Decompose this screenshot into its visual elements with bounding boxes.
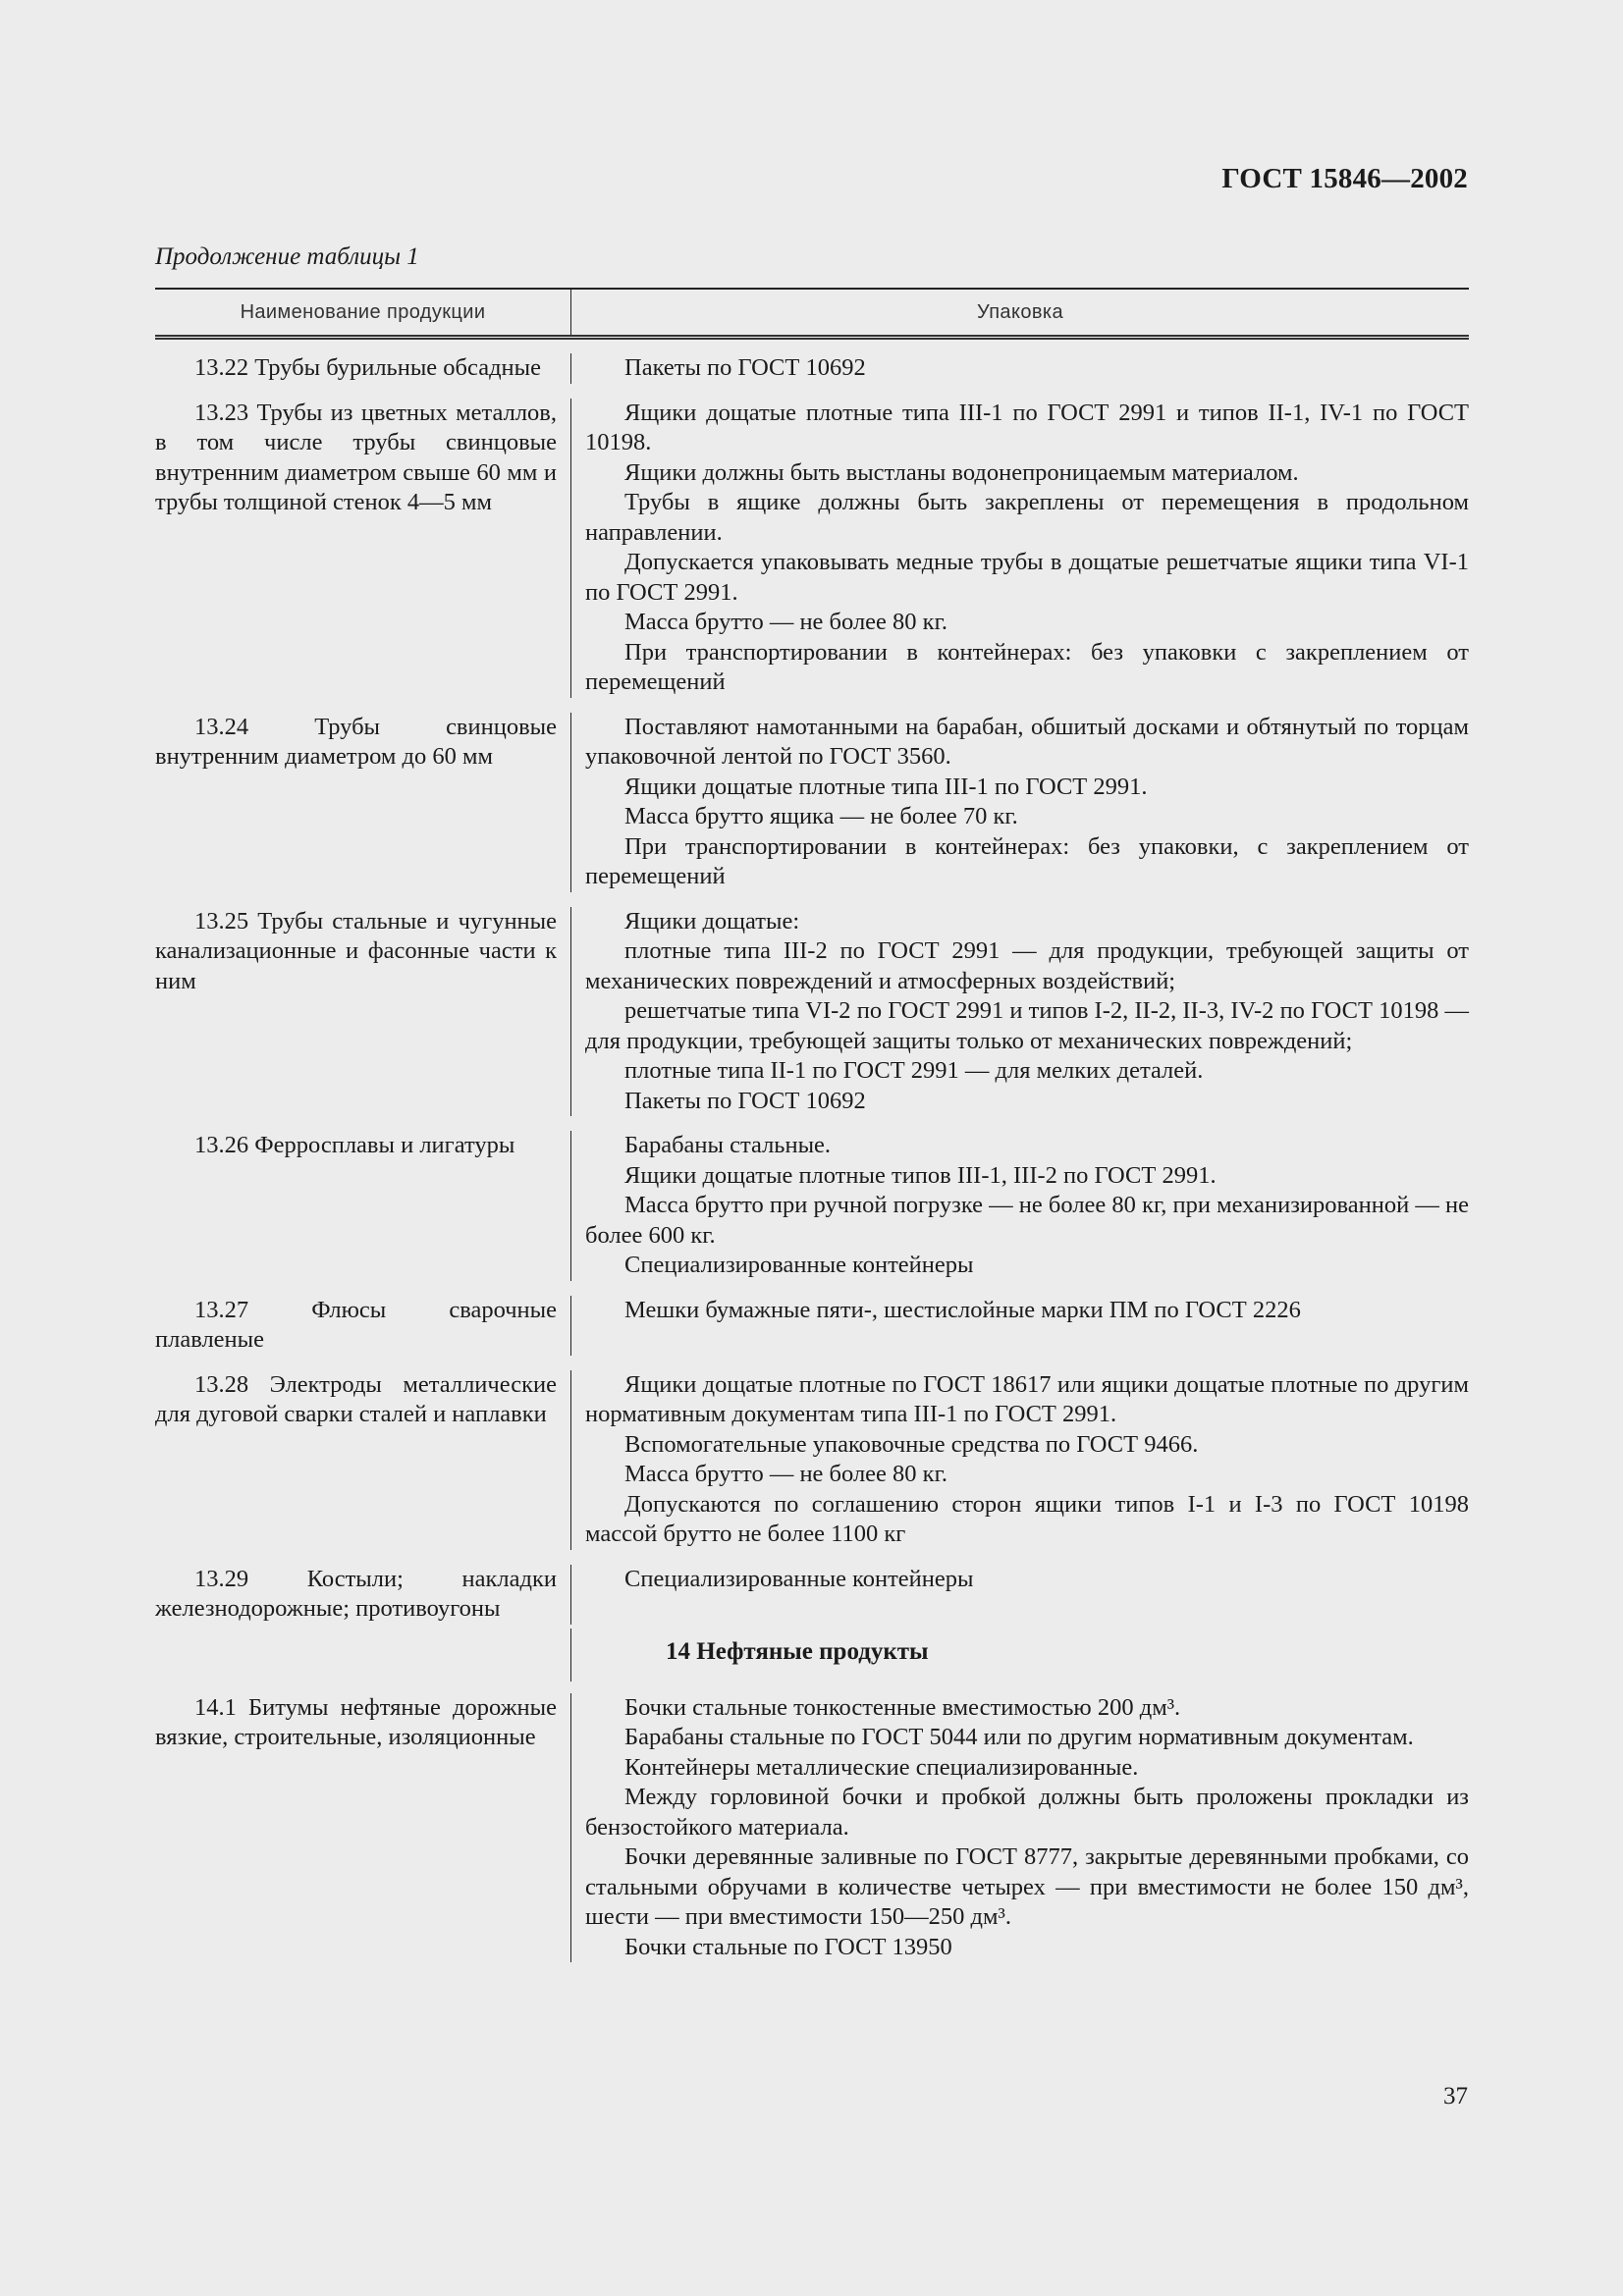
product-name: 13.22 Трубы бурильные обсадные [194,354,541,381]
packaging-line: Барабаны стальные. [624,1132,832,1158]
packaging-line: Специализированные контейнеры [624,1252,974,1278]
table-body-section-14 [155,1682,1469,1971]
packaging-cell [571,1370,1469,1550]
table-row [155,892,1469,1117]
packaging-line: При транспортировании в контейнерах: без упаковки, с закреплением от перемещений [585,832,1469,889]
packaging-line: Пакеты по ГОСТ 10692 [624,354,866,381]
product-name-cell [155,1131,571,1281]
product-name-cell [155,1296,571,1356]
packaging-line: При транспортировании в контейнерах: без упаковки с закреплением от перемещений [585,638,1469,695]
packaging-line: Масса брутто — не более 80 кг. [624,609,947,635]
product-name-cell [155,1565,571,1625]
document-code: ГОСТ 15846—2002 [1221,163,1468,194]
packaging-line: Мешки бумажные пяти-, шестислойные марки ПМ по ГОСТ 2226 [624,1296,1301,1323]
packaging-line: Ящики дощатые плотные типа III-1 по ГОСТ 2991. [624,773,1148,800]
packaging-line: Масса брутто при ручной погрузке — не более 80 кг, при механизированной — не более 600 кг. [585,1192,1469,1249]
section-row [155,1629,1469,1682]
packaging-line: Трубы в ящике должны быть закреплены от перемещения в продольном направлении. [585,489,1469,546]
packaging-line: Ящики дощатые: [624,907,800,934]
product-name-cell [155,1370,571,1550]
packaging-line: Специализированные контейнеры [624,1565,974,1592]
table-body-section-13 [155,340,1469,1629]
packaging-line: Поставляют намотанными на барабан, обшитый досками и обтянутый по торцам упаковочной лентой по ГОСТ 3560. [585,713,1469,770]
product-name: 13.26 Ферросплавы и лигатуры [194,1132,515,1158]
packaging-cell [571,1131,1469,1281]
table-row [155,1682,1469,1971]
product-name-cell [155,713,571,892]
packaging-line: Бочки стальные по ГОСТ 13950 [624,1933,952,1960]
packaging-line: Контейнеры металлические специализированные. [624,1753,1139,1781]
packaging-line: Пакеты по ГОСТ 10692 [624,1087,866,1114]
packaging-line: Масса брутто ящика — не более 70 кг. [624,803,1018,829]
packaging-line: Допускается упаковывать медные трубы в дощатые решетчатые ящики типа VI-1 по ГОСТ 2991. [585,549,1469,606]
packaging-line: Между горловиной бочки и пробкой должны быть проложены прокладки из бензостойкого материала. [585,1784,1469,1841]
table-row [155,1116,1469,1281]
packaging-line: Барабаны стальные по ГОСТ 5044 или по другим нормативным документам. [624,1724,1414,1750]
product-name-cell [155,353,571,384]
product-name: 13.29 Костыли; накладки железнодорожные; противоугоны [155,1565,557,1622]
product-name: 14.1 Битумы нефтяные дорожные вязкие, строительные, изоляционные [155,1693,557,1750]
packaging-line: Вспомогательные упаковочные средства по ГОСТ 9466. [624,1430,1199,1458]
packaging-cell [571,399,1469,698]
packaging-line: плотные типа III-2 по ГОСТ 2991 — для продукции, требующей защиты от механических повреждений и атмосферных воздействий; [585,937,1469,994]
packaging-line: Ящики дощатые плотные по ГОСТ 18617 или ящики дощатые плотные по другим нормативным документам типа III-1 по ГОСТ 2991. [585,1370,1469,1427]
product-name: 13.28 Электроды металлические для дуговой сварки сталей и наплавки [155,1370,557,1427]
table-continuation-caption: Продолжение таблицы 1 [155,243,419,270]
packaging-cell [571,353,1469,384]
packaging-table [155,288,1469,1970]
table-row [155,1550,1469,1629]
table-header [155,288,1469,340]
packaging-line: Ящики дощатые плотные типов III-1, III-2 по ГОСТ 2991. [624,1161,1217,1189]
packaging-line: Ящики должны быть выстланы водонепроницаемым материалом. [624,458,1299,486]
table-row [155,384,1469,698]
packaging-line: Масса брутто — не более 80 кг. [624,1461,947,1487]
product-name: 13.24 Трубы свинцовые внутренним диаметром до 60 мм [155,713,557,770]
product-name-cell [155,399,571,698]
section-title: 14 Нефтяные продукты [666,1637,929,1665]
product-name-cell [155,1693,571,1963]
packaging-cell [571,1296,1469,1356]
product-name: 13.23 Трубы из цветных металлов, в том числе трубы свинцовые внутренним диаметром свыше 60 мм и трубы толщиной стенок 4—5 мм [155,399,557,515]
packaging-line: Ящики дощатые плотные типа III-1 по ГОСТ 2991 и типов II-1, IV-1 по ГОСТ 10198. [585,399,1469,455]
table-row [155,698,1469,892]
product-name: 13.25 Трубы стальные и чугунные канализационные и фасонные части к ним [155,907,557,994]
packaging-cell [571,1565,1469,1625]
table-row [155,1356,1469,1550]
packaging-cell [571,713,1469,892]
column-header-product: Наименование продукции [155,290,571,335]
product-name: 13.27 Флюсы сварочные плавленые [155,1296,557,1353]
table-row [155,1281,1469,1356]
packaging-line: решетчатые типа VI-2 по ГОСТ 2991 и типов I-2, II-2, II-3, IV-2 по ГОСТ 10198 — для продукции, требующей защиты только от механических повреждений; [585,997,1469,1054]
column-header-packaging: Упаковка [977,300,1063,323]
packaging-line: Бочки стальные тонкостенные вместимостью 200 дм³. [624,1693,1181,1721]
packaging-line: Бочки деревянные заливные по ГОСТ 8777, закрытые деревянными пробками, со стальными обручами в количестве четырех — при вместимости не более 150 дм³, шести — при вместимости 150—250 дм³. [585,1843,1469,1930]
product-name-cell [155,907,571,1117]
packaging-line: Допускаются по соглашению сторон ящики типов I-1 и I-3 по ГОСТ 10198 массой брутто не более 1100 кг [585,1490,1469,1547]
packaging-cell [571,907,1469,1117]
table-row [155,340,1469,384]
page-number: 37 [1443,2083,1468,2109]
packaging-cell [571,1693,1469,1963]
packaging-line: плотные типа II-1 по ГОСТ 2991 — для мелких деталей. [624,1057,1204,1084]
